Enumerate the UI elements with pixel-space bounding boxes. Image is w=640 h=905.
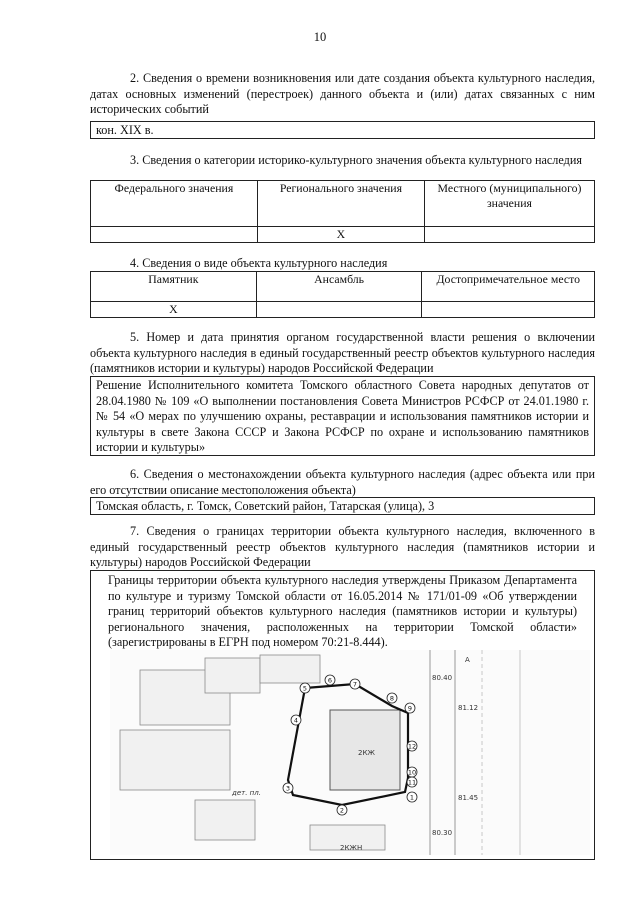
col-landmark: Достопримечательное место — [422, 272, 595, 302]
boundary-map — [110, 650, 590, 855]
section-7-heading — [90, 524, 595, 571]
map-building-n2 — [260, 655, 320, 683]
mark-federal — [91, 227, 258, 243]
map-point-label-6: 6 — [327, 676, 333, 685]
mark-monument: Х — [91, 302, 257, 318]
section-2-value: кон. XIX в. — [96, 123, 154, 137]
map-building-w — [120, 730, 230, 790]
map-point-label-3: 3 — [285, 784, 291, 793]
section-5-value-box — [90, 376, 595, 456]
map-point-label-11: 11 — [407, 778, 417, 787]
section-3-heading — [90, 153, 595, 169]
col-regional: Регионального значения — [257, 181, 424, 227]
boundary-map-svg — [110, 650, 590, 855]
col-ensemble: Ансамбль — [256, 272, 422, 302]
section-7-heading-text: 7. Сведения о границах территории объекта культурного наследия, включенного в единый государственный реестр объектов культурного наследия (памятников истории и культуры) народов Российской Федерации — [90, 524, 595, 570]
map-point-label-2: 2 — [339, 806, 345, 815]
mark-ensemble — [256, 302, 422, 318]
map-label-playground: дет. пл. — [232, 789, 261, 797]
mark-landmark — [422, 302, 595, 318]
section-6-heading — [90, 467, 595, 498]
col-federal: Федерального значения — [91, 181, 258, 227]
map-label-elev2: 80.30 — [432, 829, 453, 837]
section-6-value-box — [90, 497, 595, 515]
map-label-elev4: 81.45 — [458, 794, 479, 802]
map-label-elev1: 80.40 — [432, 674, 453, 682]
section-4-heading — [90, 256, 595, 272]
category-table — [90, 180, 595, 243]
section-4-heading-text: 4. Сведения о виде объекта культурного наследия — [130, 256, 388, 270]
section-7-value: Границы территории объекта культурного наследия утверждены Приказом Департамента по культуре и туризму Томской области от 16.05.2014 № 171/01-09 «Об утверждении границ территорий объектов культурного наследия (памятников истории и культуры) регионального значения, расположенных на территории Томской области» (зарегистрированы в ЕГРН под номером 70:21-8.444). — [108, 573, 577, 650]
map-point-label-5: 5 — [302, 684, 308, 693]
map-point-label-12: 12 — [407, 742, 417, 751]
section-3-heading-text: 3. Сведения о категории историко-культурного значения объекта культурного наследия — [130, 153, 582, 167]
map-label-elev3: 81.12 — [458, 704, 479, 712]
map-point-label-8: 8 — [389, 694, 395, 703]
mark-local — [425, 227, 595, 243]
page-number: 10 — [313, 30, 327, 44]
map-label-a: А — [465, 656, 470, 664]
section-6-value: Томская область, г. Томск, Советский район, Татарская (улица), 3 — [96, 499, 435, 513]
section-5-heading — [90, 330, 595, 377]
map-building-n — [205, 658, 260, 693]
section-6-heading-text: 6. Сведения о местонахождении объекта культурного наследия (адрес объекта или при его отсутствии описание местоположения объекта) — [90, 467, 595, 497]
map-point-label-1: 1 — [409, 793, 415, 802]
col-local: Местного (муниципального) значения — [425, 181, 595, 227]
map-building-sw — [195, 800, 255, 840]
section-2-value-box — [90, 121, 595, 139]
map-point-label-9: 9 — [407, 704, 413, 713]
map-point-label-10: 10 — [407, 768, 417, 777]
map-label-bottom: 2КЖН — [340, 844, 363, 852]
map-point-label-7: 7 — [352, 680, 358, 689]
col-monument: Памятник — [91, 272, 257, 302]
section-2-heading — [90, 71, 595, 118]
type-table — [90, 271, 595, 318]
mark-regional: Х — [257, 227, 424, 243]
map-point-label-4: 4 — [293, 716, 299, 725]
section-5-value: Решение Исполнительного комитета Томского областного Совета народных депутатов от 28.04.1980 № 109 «О выполнении постановления Совета Министров РСФСР от 24.01.1980 г. № 54 «О мерах по улучшению охраны, реставрации и использования памятников истории и культуры в свете Закона СССР и Закона РСФСР по охране и использованию памятников истории и культуры» — [96, 378, 589, 455]
map-label-floors: 2КЖ — [358, 749, 375, 757]
section-5-heading-text: 5. Номер и дата принятия органом государственной власти решения о включении объекта культурного наследия в единый государственный реестр объектов культурного наследия (памятников истории и культуры) народов Российской Федерации — [90, 330, 595, 376]
section-2-heading-text: 2. Сведения о времени возникновения или дате создания объекта культурного наследия, датах основных изменений (перестроек) данного объекта и (или) датах связанных с ним исторических событий — [90, 71, 595, 117]
